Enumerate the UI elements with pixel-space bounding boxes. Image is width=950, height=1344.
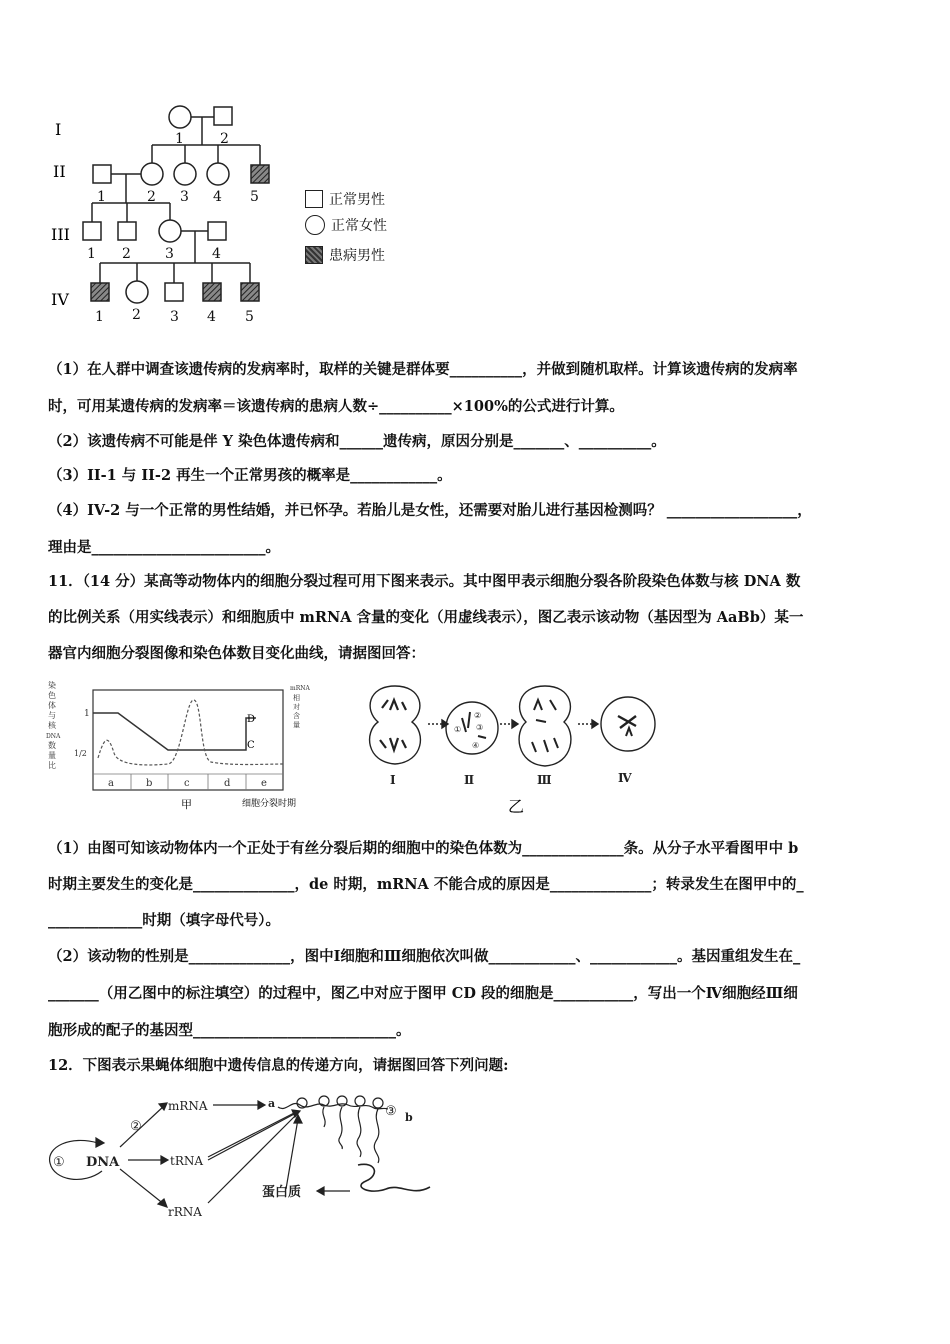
jia-ylabel-1: 色 <box>48 691 56 700</box>
jia-ylabel-5: DNA <box>46 733 61 740</box>
jia-phase-e: e <box>261 778 267 789</box>
cell2-label-3: ③ <box>476 723 484 732</box>
gen4-affected-male-4 <box>203 283 221 301</box>
q10-p1-line1: （1）在人群中调查该遗传病的发病率时，取样的关键是群体要__________，并做到随机取样。计算该遗传病的发病率 <box>48 361 798 378</box>
q11-line3: 器官内细胞分裂图像和染色体数目变化曲线，请据图回答： <box>48 645 425 662</box>
affected-male-symbol <box>305 246 323 264</box>
gen4-male-3 <box>165 283 183 301</box>
q10-p4-line2: 理由是________________________。 <box>48 539 280 556</box>
gen1-male <box>214 107 232 125</box>
q10-p2: （2）该遗传病不可能是伴 Y 染色体遗传病和______遗传病，原因分别是_______、__________。 <box>48 433 666 450</box>
ribosome-4 <box>355 1096 365 1106</box>
jia-rlabel-4: 量 <box>293 721 300 729</box>
q11-p1-line2: 时期主要发生的变化是______________，de 时期，mRNA 不能合成的原因是______________；转录发生在图甲中的_ <box>48 876 804 893</box>
mrna-strand <box>278 1103 388 1109</box>
q11-line2: 的比例关系（用实线表示）和细胞质中 mRNA 含量的变化（用虚线表示），图乙表示该动物（基因型为 AaBb）某一 <box>48 609 804 626</box>
cell2-label-1: ① <box>454 725 462 734</box>
gen2-num-5: 5 <box>250 189 259 205</box>
gen2-num-1: 1 <box>97 189 106 205</box>
cell-3-outline <box>519 686 571 766</box>
q11-p1-line3: _____________时期（填字母代号）。 <box>48 912 280 929</box>
gen4-female-2 <box>126 281 148 303</box>
figure-jia-graph <box>46 678 316 813</box>
gen2-affected-male-5 <box>251 165 269 183</box>
gen3-num-1: 1 <box>87 246 96 262</box>
label-circle-2: ② <box>130 1119 142 1134</box>
q10-p1-line2: 时，可用某遗传病的发病率＝该遗传病的患病人数÷__________×100%的公式进行计算。 <box>48 398 624 415</box>
cell-4-outline <box>601 697 655 751</box>
jia-phase-c: c <box>184 778 190 789</box>
cell-label-1: Ⅰ <box>390 773 396 787</box>
gen2-female-3 <box>174 163 196 185</box>
figure-yi-cells <box>350 680 670 820</box>
q10-p3: （3）II-1 与 II-2 再生一个正常男孩的概率是____________。 <box>48 467 452 484</box>
gen4-affected-male-5 <box>241 283 259 301</box>
jia-rlabel-1: 相 <box>293 694 300 702</box>
q11-p1-line1: （1）由图可知该动物体内一个正处于有丝分裂后期的细胞中的染色体数为______________条。从分子水平看图甲中 b <box>48 840 799 857</box>
jia-ylabel-0: 染 <box>48 681 56 690</box>
gen1-num-2: 2 <box>220 131 229 147</box>
jia-dashed-curve <box>98 700 283 765</box>
pedigree-chart <box>40 95 300 335</box>
legend-affected-male-label: 患病男性 <box>329 248 385 264</box>
gen4-num-4: 4 <box>207 309 216 325</box>
legend-affected-male <box>305 245 385 265</box>
jia-phase-b: b <box>146 778 153 789</box>
gen4-num-3: 3 <box>170 309 179 325</box>
gen-label-2: II <box>53 162 66 181</box>
protein-chain <box>358 1164 430 1191</box>
normal-male-symbol <box>305 190 323 208</box>
gen4-num-1: 1 <box>95 309 104 325</box>
gen-label-3: III <box>51 225 70 244</box>
gen1-num-1: 1 <box>175 131 184 147</box>
gene-expression-diagram <box>40 1085 440 1225</box>
gen1-female <box>169 106 191 128</box>
label-protein: 蛋白质 <box>262 1185 302 1200</box>
legend-normal-male-label: 正常男性 <box>329 192 385 208</box>
jia-solid-curve <box>93 713 256 750</box>
cell-label-4: Ⅳ <box>618 771 632 785</box>
gen-label-4: IV <box>51 290 69 309</box>
legend-normal-male <box>305 189 385 209</box>
cell2-label-4: ④ <box>472 741 480 750</box>
jia-point-c: C <box>247 740 255 751</box>
q10-p4-line1: （4）IV-2 与一个正常的男性结婚，并已怀孕。若胎儿是女性，还需要对胎儿进行基因检测吗？ __________________， <box>48 502 812 519</box>
legend-normal-female <box>305 215 387 235</box>
jia-ylabel-7: 量 <box>48 751 56 760</box>
gen3-female-3 <box>159 220 181 242</box>
gen3-num-2: 2 <box>122 246 131 262</box>
q11-p2-line1: （2）该动物的性别是______________，图中Ⅰ细胞和Ⅲ细胞依次叫做____________、____________。基因重组发生在_ <box>48 948 801 965</box>
cell-label-3: Ⅲ <box>537 773 552 787</box>
q11-p2-line3: 胞形成的配子的基因型____________________________。 <box>48 1022 411 1039</box>
gen-label-1: I <box>55 120 62 139</box>
jia-phase-a: a <box>108 778 114 789</box>
label-rrna: rRNA <box>168 1205 202 1219</box>
jia-ylabel-6: 数 <box>48 741 56 750</box>
jia-rlabel-2: 对 <box>293 703 300 711</box>
jia-ylabel-2: 体 <box>48 701 56 710</box>
gen4-num-5: 5 <box>245 309 254 325</box>
q11-line1: 11．（14 分）某高等动物体内的细胞分裂过程可用下图来表示。其中图甲表示细胞分裂各阶段染色体数与核 DNA 数 <box>48 573 801 590</box>
q12-line1: 12．下图表示果蝇体细胞中遗传信息的传递方向，请据图回答下列问题: <box>48 1057 509 1074</box>
gen4-num-2: 2 <box>132 307 141 323</box>
gen2-num-2: 2 <box>147 189 156 205</box>
pedigree-figure <box>40 95 300 335</box>
gen4-affected-male-1 <box>91 283 109 301</box>
gen3-num-4: 4 <box>212 246 221 262</box>
gen3-male-4 <box>208 222 226 240</box>
jia-tick-half: 1/2 <box>74 749 87 758</box>
jia-x-label: 细胞分裂时期 <box>242 799 297 809</box>
legend-normal-female-label: 正常女性 <box>331 218 387 234</box>
jia-phase-d: d <box>224 778 231 789</box>
gen2-female-2 <box>141 163 163 185</box>
gen2-male-1 <box>93 165 111 183</box>
normal-female-symbol <box>305 215 325 235</box>
jia-ylabel-8: 比 <box>48 761 56 770</box>
jia-rlabel-3: 含 <box>293 712 300 720</box>
cell2-label-2: ② <box>474 711 482 720</box>
label-b: b <box>405 1111 413 1124</box>
figure-jia <box>46 678 316 813</box>
cell-1-outline <box>370 686 421 764</box>
gen2-num-3: 3 <box>180 189 189 205</box>
jia-caption: 甲 <box>181 798 192 811</box>
gen3-num-3: 3 <box>165 246 174 262</box>
cell-label-2: Ⅱ <box>464 773 475 787</box>
label-a: a <box>268 1097 276 1110</box>
q11-p2-line2: _______（用乙图中的标注填空）的过程中，图乙中对应于图甲 CD 段的细胞是___________，写出一个Ⅳ细胞经Ⅲ细 <box>48 985 798 1002</box>
ribosome-5 <box>373 1098 383 1108</box>
label-mrna: mRNA <box>168 1099 208 1113</box>
label-circle-3: ③ <box>385 1104 397 1119</box>
figure-yi <box>350 680 670 820</box>
figure-q12 <box>40 1085 440 1225</box>
gen2-num-4: 4 <box>213 189 222 205</box>
jia-ylabel-3: 与 <box>48 711 56 720</box>
label-trna: tRNA <box>170 1154 204 1168</box>
label-dna: DNA <box>86 1155 120 1170</box>
jia-point-d: D <box>247 714 256 725</box>
gen3-male-2 <box>118 222 136 240</box>
jia-rlabel-0: mRNA <box>290 685 310 692</box>
jia-tick-1: 1 <box>84 709 90 719</box>
jia-ylabel-4: 核 <box>48 721 56 730</box>
gen2-female-4 <box>207 163 229 185</box>
yi-caption: 乙 <box>508 797 525 816</box>
gen3-male-1 <box>83 222 101 240</box>
label-circle-1: ① <box>53 1155 65 1170</box>
